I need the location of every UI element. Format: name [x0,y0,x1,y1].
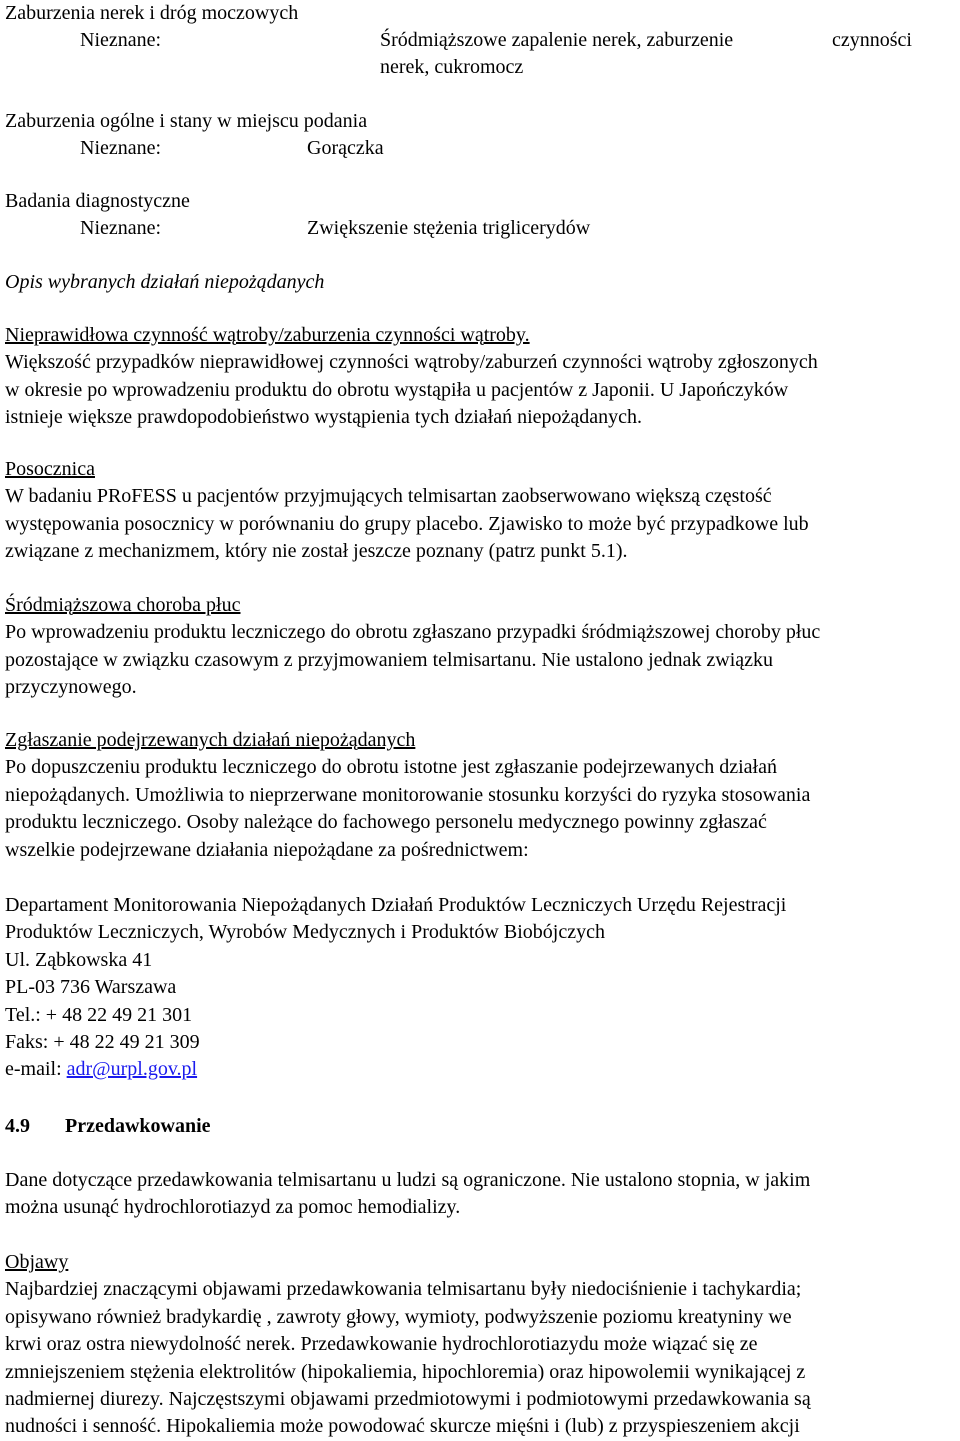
symptoms-text-line: zmniejszeniem stężenia elektrolitów (hipokaliemia, hipochloremia) oraz hipowolemii wynikającej z [5,1360,806,1383]
reporting-section [5,727,810,864]
reporting-text-line: niepożądanych. Umożliwia to nieprzerwane monitorowanie stosunku korzyści do ryzyka stosowania [5,783,811,806]
address-phone: Tel.: + 48 22 49 21 301 [5,1003,193,1026]
ild-heading: Śródmiąższowa choroba płuc [5,594,241,616]
symptoms-text-line: Najbardziej znaczącymi objawami przedawkowania telmisartanu były niedociśnienie i tachykardia; [5,1278,802,1301]
reporting-text-line: produktu leczniczego. Osoby należące do fachowego personelu medycznego powinny zgłaszać [5,811,767,834]
symptoms-text-line: nadmiernej diurezy. Najczęstszymi objawami przedmiotowymi i podmiotowymi przedawkowania są [5,1388,811,1411]
address-street: Ul. Ząbkowska 41 [5,948,153,971]
address-office: Produktów Leczniczych, Wyrobów Medycznych i Produktów Biobójczych [5,921,605,944]
liver-section [5,322,818,432]
ild-text-line: pozostające w związku czasowym z przyjmowaniem telmisartanu. Nie ustalono jednak związku [5,648,774,671]
soc-diagnostic-frequency: Nieznane: [80,217,162,239]
overdose-text-line: Dane dotyczące przedawkowania telmisartanu u ludzi są ograniczone. Nie ustalono stopnia, w jakim [5,1169,811,1191]
symptoms-heading: Objawy [5,1251,69,1273]
liver-text-line: Większość przypadków nieprawidłowej czynności wątroby/zaburzeń czynności wątroby zgłoszonych [5,351,818,374]
symptoms-text-line: opisywano również bradykardię , zawroty głowy, wymioty, podwyższenie poziomu kreatyniny we [5,1305,792,1328]
symptoms-text-line: nudności i senność. Hipokaliemia może powodować skurcze mięśni i (lub) z przyspieszeniem akcji [5,1415,800,1438]
ild-text-line: przyczynowego. [5,676,137,699]
sepsis-text-line: występowania posocznicy w porównaniu do grupy placebo. Zjawisko to może być przypadkowe lub [5,512,809,535]
address-city: PL-03 736 Warszawa [5,976,177,999]
soc-kidney-effect-continued: czynności [832,29,912,51]
section-4-9-title: Przedawkowanie [65,1115,211,1137]
liver-text-line: istnieje większe prawdopodobieństwo wystąpienia tych działań niepożądanych. [5,406,643,429]
ild-section [5,592,820,702]
address-email-row [5,1056,786,1083]
soc-kidney-effect-line1: Śródmiąższowe zapalenie nerek, zaburzenie [380,29,734,51]
overdose-intro [5,1167,810,1222]
soc-general-effect: Gorączka [307,137,384,159]
overdose-text-line: można usunąć hydrochlorotiazyd za pomoc hemodializy. [5,1196,461,1219]
soc-kidney-effect-line2: nerek, cukromocz [380,56,524,78]
sepsis-section [5,456,809,566]
reporting-text-line: wszelkie podejrzewane działania niepożądane za pośrednictwem: [5,838,529,861]
liver-text-line: w okresie po wprowadzeniu produktu do obrotu wystąpiła u pacjentów z Japonii. U Japończyków [5,378,789,401]
liver-heading: Nieprawidłowa czynność wątroby/zaburzenia czynności wątroby. [5,324,530,346]
soc-general-frequency: Nieznane: [80,137,162,159]
reporting-heading: Zgłaszanie podejrzewanych działań niepożądanych [5,729,416,751]
address-department: Departament Monitorowania Niepożądanych Działań Produktów Leczniczych Urzędu Rejestracji [5,894,787,916]
soc-diagnostic-effect: Zwiększenie stężenia triglicerydów [307,217,591,239]
ild-text-line: Po wprowadzeniu produktu leczniczego do obrotu zgłaszano przypadki śródmiąższowej choroby płuc [5,621,821,644]
soc-kidney-frequency: Nieznane: [80,29,162,51]
email-label: e-mail: [5,1058,67,1081]
soc-general-title: Zaburzenia ogólne i stany w miejscu podania [5,110,368,132]
address-block [5,892,786,1084]
address-fax: Faks: + 48 22 49 21 309 [5,1031,200,1054]
soc-kidney-title: Zaburzenia nerek i dróg moczowych [5,2,299,24]
symptoms-section [5,1249,811,1441]
email-link[interactable]: adr@urpl.gov.pl [66,1058,198,1081]
sepsis-text-line: W badaniu PRoFESS u pacjentów przyjmujących telmisartan zaobserwowano większą częstość [5,485,772,508]
symptoms-text-line: krwi oraz ostra niewydolność nerek. Przedawkowanie hydrochlorotiazydu może wiązać się ze [5,1333,758,1356]
reporting-text-line: Po dopuszczeniu produktu leczniczego do obrotu istotne jest zgłaszanie podejrzewanych działań [5,756,777,779]
sepsis-text-line: związane z mechanizmem, który nie został jeszcze poznany (patrz punkt 5.1). [5,540,628,563]
sepsis-heading: Posocznica [5,458,95,480]
selected-adverse-reactions-heading: Opis wybranych działań niepożądanych [5,271,325,293]
section-4-9-number: 4.9 [5,1115,30,1137]
soc-diagnostic-title: Badania diagnostyczne [5,190,190,212]
